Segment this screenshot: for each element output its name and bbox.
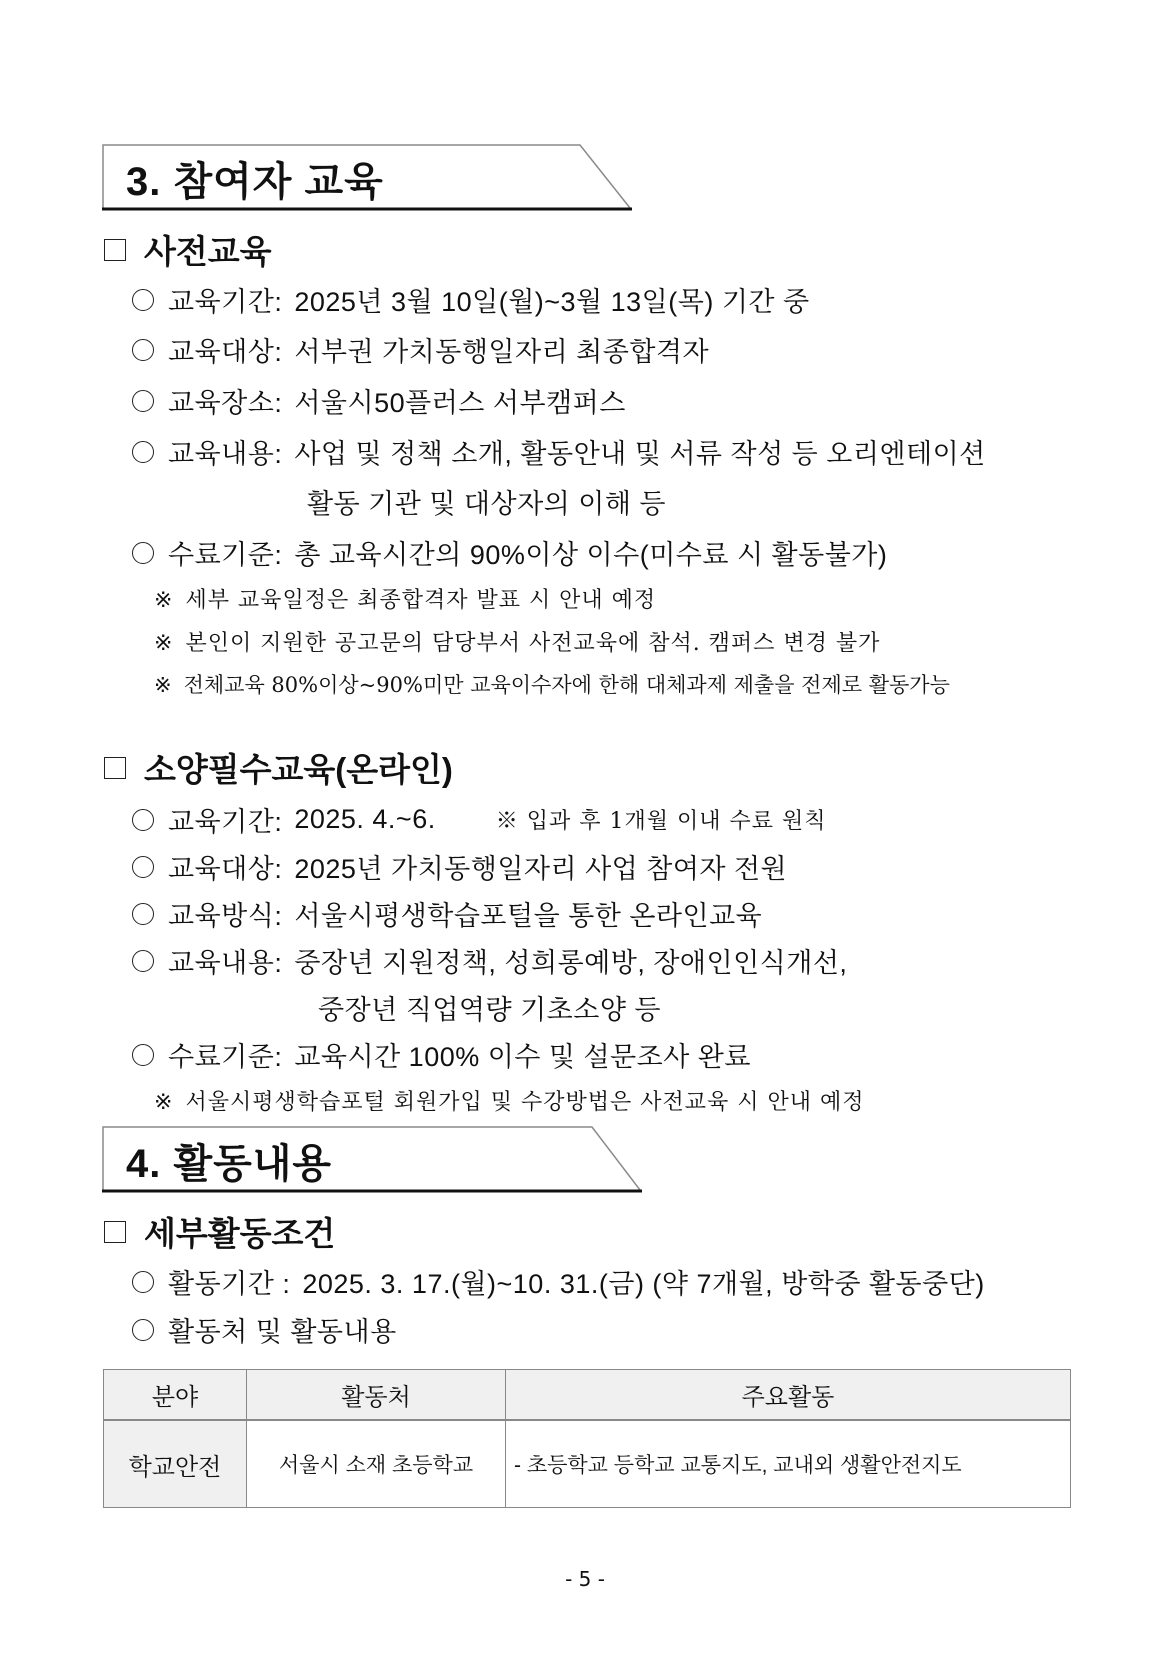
list-item: 교육내용: 사업 및 정책 소개, 활동안내 및 서류 작성 등 오리엔테이션 bbox=[132, 432, 986, 471]
reference-mark-icon: ※ bbox=[154, 588, 174, 613]
subsection-title: 사전교육 bbox=[104, 226, 272, 273]
subsection-title: 세부활동조건 bbox=[104, 1208, 335, 1255]
list-item: 수료기준: 교육시간 100% 이수 및 설문조사 완료 bbox=[132, 1035, 751, 1074]
circle-bullet-icon bbox=[132, 390, 154, 412]
circle-bullet-icon bbox=[132, 1044, 154, 1066]
list-item: 교육방식: 서울시평생학습포털을 통한 온라인교육 bbox=[132, 894, 762, 933]
list-item: 교육기간: 2025. 4.~6. ※ 입과 후 1개월 이내 수료 원칙 bbox=[132, 800, 826, 839]
circle-bullet-icon bbox=[132, 339, 154, 361]
list-item: 교육장소: 서울시50플러스 서부캠퍼스 bbox=[132, 381, 626, 420]
circle-bullet-icon bbox=[132, 950, 154, 972]
list-item: 교육내용: 중장년 지원정책, 성희롱예방, 장애인인식개선, bbox=[132, 941, 847, 980]
note: ※ 세부 교육일정은 최종합격자 발표 시 안내 예정 bbox=[154, 588, 657, 613]
note: ※ 서울시평생학습포털 회원가입 및 수강방법은 사전교육 시 안내 예정 bbox=[154, 1090, 865, 1115]
list-item-continuation: 중장년 직업역량 기초소양 등 bbox=[318, 995, 661, 1025]
square-bullet-icon bbox=[104, 1221, 126, 1243]
section-header-4 bbox=[102, 1126, 642, 1192]
table-row bbox=[104, 1420, 1071, 1508]
note: ※ 본인이 지원한 공고문의 담당부서 사전교육에 참석. 캠퍼스 변경 불가 bbox=[154, 631, 881, 656]
circle-bullet-icon bbox=[132, 441, 154, 463]
subsection-title: 소양필수교육(온라인) bbox=[104, 744, 453, 791]
section-title: 4. 활동내용 bbox=[126, 1142, 333, 1186]
list-item: 교육대상: 서부권 가치동행일자리 최종합격자 bbox=[132, 330, 709, 369]
column-header-main-activity: 주요활동 bbox=[506, 1370, 1071, 1421]
activity-table bbox=[103, 1369, 1071, 1508]
circle-bullet-icon bbox=[132, 809, 154, 831]
circle-bullet-icon bbox=[132, 542, 154, 564]
cell-main-activity: - 초등학교 등학교 교통지도, 교내외 생활안전지도 bbox=[506, 1420, 1071, 1508]
column-header-place: 활동처 bbox=[247, 1370, 506, 1421]
list-item-continuation: 활동 기관 및 대상자의 이해 등 bbox=[307, 489, 666, 519]
reference-mark-icon: ※ bbox=[154, 631, 174, 656]
circle-bullet-icon bbox=[132, 856, 154, 878]
list-item: 활동기간 : 2025. 3. 17.(월)~10. 31.(금) (약 7개월, 방학중 활동중단) bbox=[132, 1262, 985, 1301]
note: ※ 전체교육 80%이상~90%미만 교육이수자에 한해 대체과제 제출을 전제로 활동가능 bbox=[154, 673, 950, 697]
list-item: 활동처 및 활동내용 bbox=[132, 1310, 397, 1349]
cell-place: 서울시 소재 초등학교 bbox=[247, 1420, 506, 1508]
circle-bullet-icon bbox=[132, 1271, 154, 1293]
inline-note: ※ 입과 후 1개월 이내 수료 원칙 bbox=[495, 809, 827, 834]
reference-mark-icon: ※ bbox=[154, 1090, 174, 1115]
section-title: 3. 참여자 교육 bbox=[126, 160, 384, 204]
table-header-row bbox=[104, 1370, 1071, 1421]
section-header-3 bbox=[102, 144, 632, 210]
list-item: 교육대상: 2025년 가치동행일자리 사업 참여자 전원 bbox=[132, 847, 787, 886]
column-header-field: 분야 bbox=[104, 1370, 247, 1421]
list-item: 교육기간: 2025년 3월 10일(월)~3월 13일(목) 기간 중 bbox=[132, 280, 810, 319]
reference-mark-icon: ※ bbox=[154, 673, 172, 697]
square-bullet-icon bbox=[104, 239, 126, 261]
list-item: 수료기준: 총 교육시간의 90%이상 이수(미수료 시 활동불가) bbox=[132, 533, 887, 572]
circle-bullet-icon bbox=[132, 289, 154, 311]
page-number: - 5 - bbox=[565, 1567, 605, 1591]
circle-bullet-icon bbox=[132, 903, 154, 925]
circle-bullet-icon bbox=[132, 1319, 154, 1341]
square-bullet-icon bbox=[104, 757, 126, 779]
cell-field: 학교안전 bbox=[104, 1420, 247, 1508]
